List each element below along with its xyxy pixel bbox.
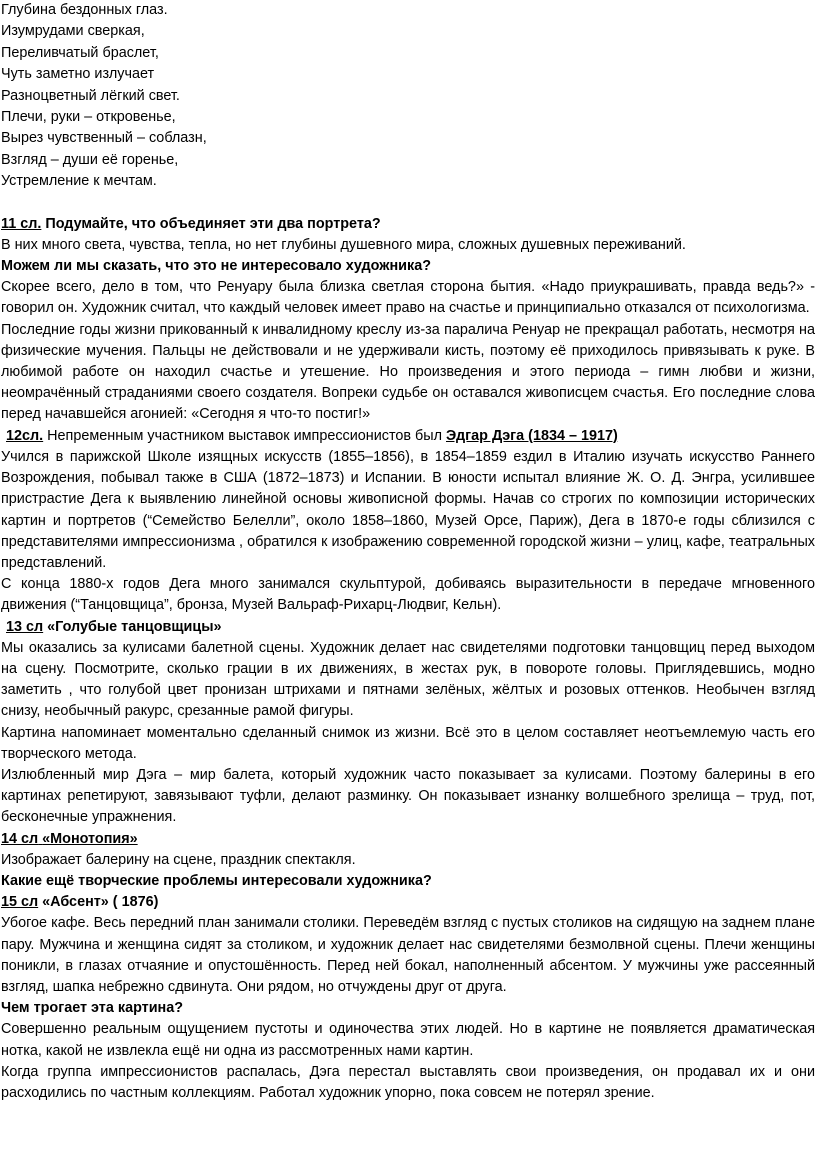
- slide-14-section: [1, 829, 815, 893]
- poem-line: Вырез чувственный – соблазн,: [1, 130, 207, 147]
- slide-11-question-2: Можем ли мы сказать, что это не интересовало художника?: [1, 258, 432, 275]
- poem-line: Переливчатый браслет,: [1, 44, 159, 61]
- slide-15-label: 15 сл: [1, 894, 39, 911]
- slide-11-question: Подумайте, что объединяет эти два портрета?: [45, 215, 381, 232]
- slide-14-question: Какие ещё творческие проблемы интересовали художника?: [1, 872, 432, 889]
- slide-14-paragraph: Изображает балерину на сцене, праздник спектакля.: [1, 851, 356, 868]
- slide-15-paragraph: Убогое кафе. Весь передний план занимали столики. Переведём взгляд с пустых столиков на сидящую на заднем плане пару. Мужчина и женщина сидят за столиком, и художник делает нас свидетелями безмолвной сцены. Плечи женщины поникли, в глазах отчаяние и опустошённость. Перед ней бокал, наполненный абсентом. У мужчины уже рассеянный взгляд, шапка небрежно сдвинута. Они рядом, но отчуждены друг от друга.: [1, 915, 815, 995]
- slide-12-paragraph: Учился в парижской Школе изящных искусств (1855–1856), в 1854–1859 ездил в Италию изучать искусство Раннего Возрождения, побывал также в США (1872–1873) и Испании. В юности испытал влияние Ж. О. Д. Энгра, усилившее пристрастие Дега к выявлению линейной основы живописной формы. Начав со строгих по композиции исторических картин и портретов (“Семейство Белелли”, около 1858–1860, Музей Орсе, Париж), Дега в 1870-е годы сблизился с представителями импрессионизма , обратился к изображению современной городской жизни – улиц, кафе, театральных представлений.: [1, 448, 815, 571]
- slide-11-paragraph: Скорее всего, дело в том, что Ренуару была близка светлая сторона бытия. «Надо приукрашивать, правда ведь?» - говорил он. Художник считал, что каждый человек имеет право на счастье и принципиально отказался от психологизма.: [1, 279, 815, 317]
- slide-12-paragraph: С конца 1880-х годов Дега много занимался скульптурой, добиваясь выразительности в передаче мгновенного движения (“Танцовщица”, бронза, Музей Вальраф-Рихарц-Людвиг, Кельн).: [1, 576, 815, 614]
- slide-15-section: [1, 892, 815, 1104]
- slide-15-question: Чем трогает эта картина?: [1, 1000, 184, 1017]
- slide-12-label: 12сл.: [6, 427, 44, 444]
- slide-13-title: «Голубые танцовщицы»: [43, 618, 222, 635]
- poem: [1, 0, 815, 193]
- slide-12-intro: Непременным участником выставок импрессионистов был: [43, 427, 446, 444]
- slide-13-paragraph: Мы оказались за кулисами балетной сцены. Художник делает нас свидетелями подготовки танцовщиц перед выходом на сцену. Посмотрите, сколько грации в их движениях, в жестах рук, в повороте головы. Приглядевшись, модно заметить , что голубой цвет пронизан штрихами и пятнами зелёных, жёлтых и розовых оттенков. Необычен взгляд снизу, необычный ракурс, срезанные рамой фигуры.: [1, 639, 815, 720]
- artist-name: Эдгар Дэга (1834 – 1917): [446, 427, 618, 444]
- slide-15-paragraph: Когда группа импрессионистов распалась, Дэга перестал выставлять свои произведения, он продавал их и они расходились по частным коллекциям. Работал художник упорно, пока совсем не потерял зрение.: [1, 1063, 815, 1101]
- poem-line: Глубина бездонных глаз.: [1, 2, 168, 18]
- slide-11-heading: [1, 214, 815, 235]
- slide-13-section: [1, 617, 815, 829]
- slide-11-paragraph: В них много света, чувства, тепла, но нет глубины душевного мира, сложных душевных переживаний.: [1, 236, 686, 253]
- slide-12-section: [1, 426, 815, 617]
- slide-15-paragraph: Совершенно реальным ощущением пустоты и одиночества этих людей. Но в картине не появляется драматическая нотка, какой не извлекла ещё ни одна из рассмотренных нами картин.: [1, 1021, 815, 1059]
- slide-13-paragraph: Картина напоминает моментально сделанный снимок из жизни. Всё это в целом составляет неотъемлемую часть его творческого метода.: [1, 724, 815, 762]
- slide-15-title: «Абсент» ( 1876): [38, 894, 159, 911]
- slide-13-heading: [1, 617, 815, 638]
- slide-12-heading: [1, 426, 815, 447]
- poem-line: Чуть заметно излучает: [1, 66, 155, 83]
- slide-14-heading: [1, 829, 815, 850]
- slide-15-heading: [1, 892, 815, 913]
- poem-line: Устремление к мечтам.: [1, 173, 157, 190]
- poem-line: Плечи, руки – откровенье,: [1, 109, 176, 126]
- slide-14-title: «Монотопия»: [42, 830, 138, 847]
- spacer: [1, 193, 815, 214]
- slide-14-label: 14 сл: [1, 830, 39, 847]
- poem-line: Изумрудами сверкая,: [1, 23, 145, 40]
- slide-13-label: 13 сл: [6, 618, 44, 635]
- slide-11-label: 11 сл.: [1, 215, 42, 232]
- slide-11-section: [1, 214, 815, 426]
- poem-line: Взгляд – души её горенье,: [1, 151, 179, 168]
- slide-11-paragraph: Последние годы жизни прикованный к инвалидному креслу из-за паралича Ренуар не прекращал работать, несмотря на физические мучения. Пальцы не действовали и не удерживали кисть, поэтому её приходилось привязывать к руке. В любимой работе он находил счастье и утешение. Но произведения и этого периода – гимн любви и жизни, неомрачённый страданиями своего создателя. Вопреки судьбе он оставался живописцем счастья. Его последние слова перед начавшейся агонией: «Сегодня я что-то постиг!»: [1, 321, 815, 423]
- poem-line: Разноцветный лёгкий свет.: [1, 87, 180, 104]
- slide-13-paragraph: Излюбленный мир Дэга – мир балета, который художник часто показывает за кулисами. Поэтому балерины в его картинах репетируют, завязывают туфли, делают разминку. Он показывает изнанку волшебного зрелища – труд, пот, бесконечные упражнения.: [1, 766, 815, 826]
